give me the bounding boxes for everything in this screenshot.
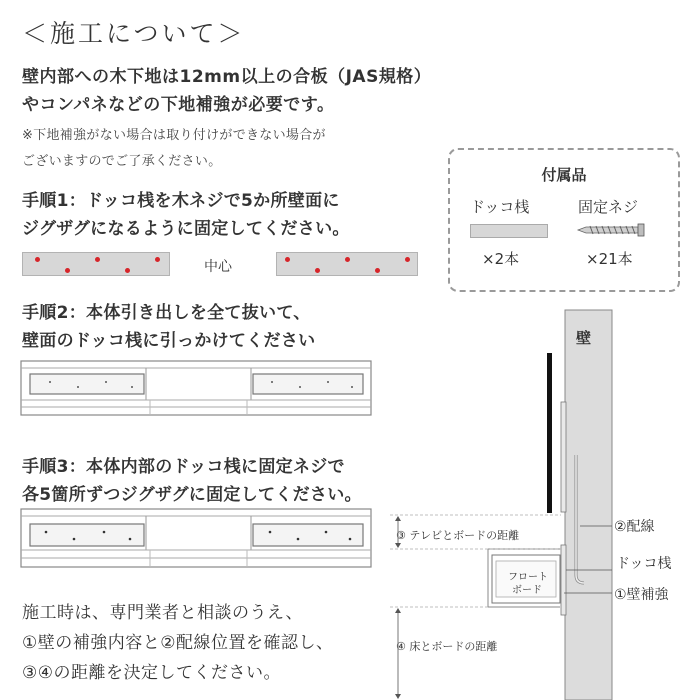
- screw-dot: [35, 257, 40, 262]
- note-line-1: ※下地補強がない場合は取り付けができない場合が: [22, 128, 326, 143]
- dokko-strip-left: [22, 252, 170, 276]
- accessories-box: [448, 148, 680, 292]
- step2-line-2: 壁面のドッコ桟に引っかけてください: [22, 331, 316, 351]
- screw-dot: [345, 257, 350, 262]
- screw-dot: [95, 257, 100, 262]
- accessory-screw-name: 固定ネジ: [578, 198, 639, 216]
- screw-dot: [155, 257, 160, 262]
- screw-dot: [65, 268, 70, 273]
- screw-dot: [405, 257, 410, 262]
- intro-line-1: 壁内部への木下地は12mm以上の合板（JAS規格）: [22, 67, 432, 87]
- accessory-dokko-qty: ×2本: [482, 250, 520, 268]
- step1-line-1: 手順1：ドッコ桟を木ネジで5か所壁面に: [22, 191, 340, 211]
- screw-dot: [375, 268, 380, 273]
- closing-line-3: ③④の距離を決定してください。: [22, 663, 281, 683]
- step2-line-1: 手順2：本体引き出しを全て抜いて、: [22, 303, 311, 323]
- screw-dot: [125, 268, 130, 273]
- center-label: 中心: [204, 259, 232, 275]
- accessory-screw-qty: ×21本: [586, 250, 633, 268]
- closing-line-1: 施工時は、専門業者と相談のうえ、: [22, 603, 304, 623]
- accessories-title: 付属品: [541, 166, 587, 184]
- wall: [565, 310, 612, 700]
- screw-icon: [576, 222, 656, 238]
- screw-dot: [285, 257, 290, 262]
- dokko-strip-right: [276, 252, 418, 276]
- board-diagram-step3: [20, 508, 372, 568]
- float-board-label-1: フロート: [508, 572, 548, 583]
- dokko-label: ドッコ桟: [616, 556, 672, 572]
- closing-line-2: ①壁の補強内容と②配線位置を確認し、: [22, 633, 334, 653]
- dokko-strip-icon: [470, 224, 548, 238]
- tv-board-distance-label: ③ テレビとボードの距離: [396, 529, 520, 542]
- wall-reinforce-label: ①壁補強: [614, 587, 669, 603]
- screw-dot: [315, 268, 320, 273]
- step3-line-1: 手順3：本体内部のドッコ桟に固定ネジで: [22, 457, 345, 477]
- wiring-label: ②配線: [614, 519, 655, 535]
- page-title: ＜施工について＞: [22, 19, 246, 48]
- step3-line-2: 各5箇所ずつジグザグに固定してください。: [22, 485, 362, 505]
- floor-board-distance-label: ④ 床とボードの距離: [396, 640, 498, 653]
- step1-line-2: ジグザグになるように固定してください。: [22, 219, 350, 239]
- board-diagram-step2: [20, 360, 372, 416]
- tv-panel: [547, 353, 552, 513]
- intro-line-2: やコンパネなどの下地補強が必要です。: [22, 95, 335, 115]
- note-line-2: ございますのでご了承ください。: [22, 154, 222, 169]
- accessory-dokko-name: ドッコ桟: [470, 198, 530, 216]
- float-board-label-2: ボード: [512, 585, 542, 596]
- wall-label: 壁: [576, 329, 592, 347]
